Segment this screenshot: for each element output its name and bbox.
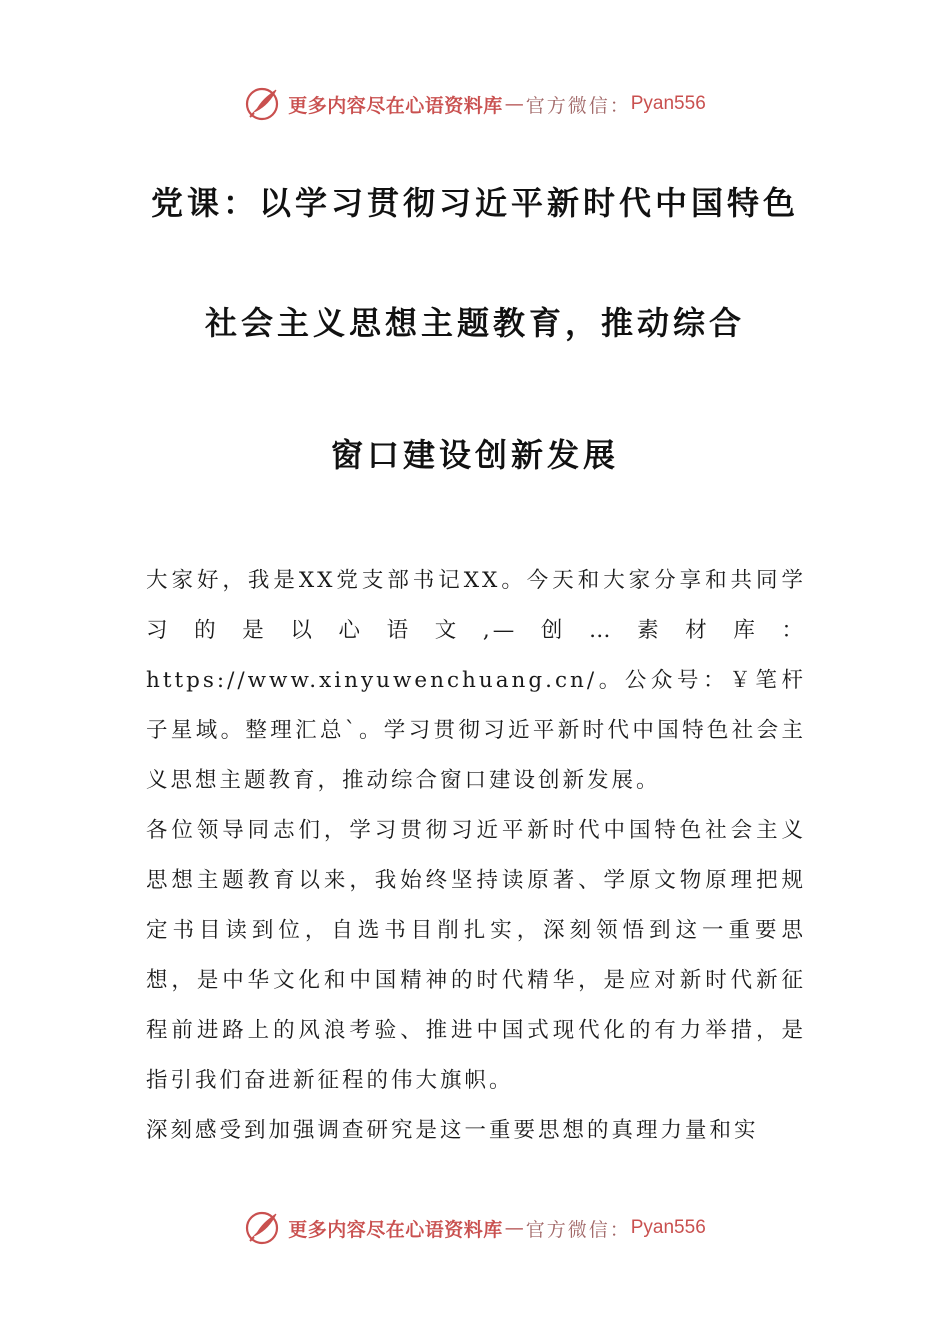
footer-banner-title: 更多内容尽在心语资料库 — [288, 1218, 503, 1241]
banner-title: 更多内容尽在心语资料库 — [288, 94, 503, 117]
header-banner — [0, 82, 950, 126]
paragraph: 大家好，我是XX党支部书记XX。今天和大家分享和共同学习的是以心语文,—创…素材库：https://www.xinyuwenchuang.cn/。公众号：￥笔杆子星域。整理汇总`。学习贯彻习近平新时代中国特色社会主义思想主题教育，推动综合窗口建设创新发展。 — [146, 568, 806, 793]
banner-wechat-id: Pyan556 — [630, 93, 706, 114]
footer-banner — [0, 1206, 950, 1250]
banner-wechat-label: 官方微信： — [525, 94, 631, 117]
banner-separator: — — [504, 93, 524, 115]
document-body — [146, 556, 806, 1156]
document-title-line-1: 党课：以学习贯彻习近平新时代中国特色 — [150, 184, 799, 222]
document-title-line-3: 窗口建设创新发展 — [330, 436, 619, 474]
paragraph: 各位领导同志们，学习贯彻习近平新时代中国特色社会主义思想主题教育以来，我始终坚持读原著、学原文物原理把规定书目读到位，自选书目削扎实，深刻领悟到这一重要思想，是中华文化和中国精神的时代精华，是应对新时代新征程前进路上的风浪考验、推进中国式现代化的有力举措，是指引我们奋进新征程的伟大旗帜。 — [146, 818, 806, 1093]
quill-logo-icon — [244, 84, 284, 124]
paragraph: 深刻感受到加强调查研究是这一重要思想的真理力量和实 — [146, 1118, 759, 1143]
quill-logo-icon — [244, 1208, 284, 1248]
footer-banner-wechat-label: 官方微信： — [525, 1218, 631, 1241]
document-title-line-2: 社会主义思想主题教育，推动综合 — [204, 304, 745, 342]
footer-banner-wechat-id: Pyan556 — [630, 1217, 706, 1238]
footer-banner-separator: — — [504, 1217, 524, 1239]
